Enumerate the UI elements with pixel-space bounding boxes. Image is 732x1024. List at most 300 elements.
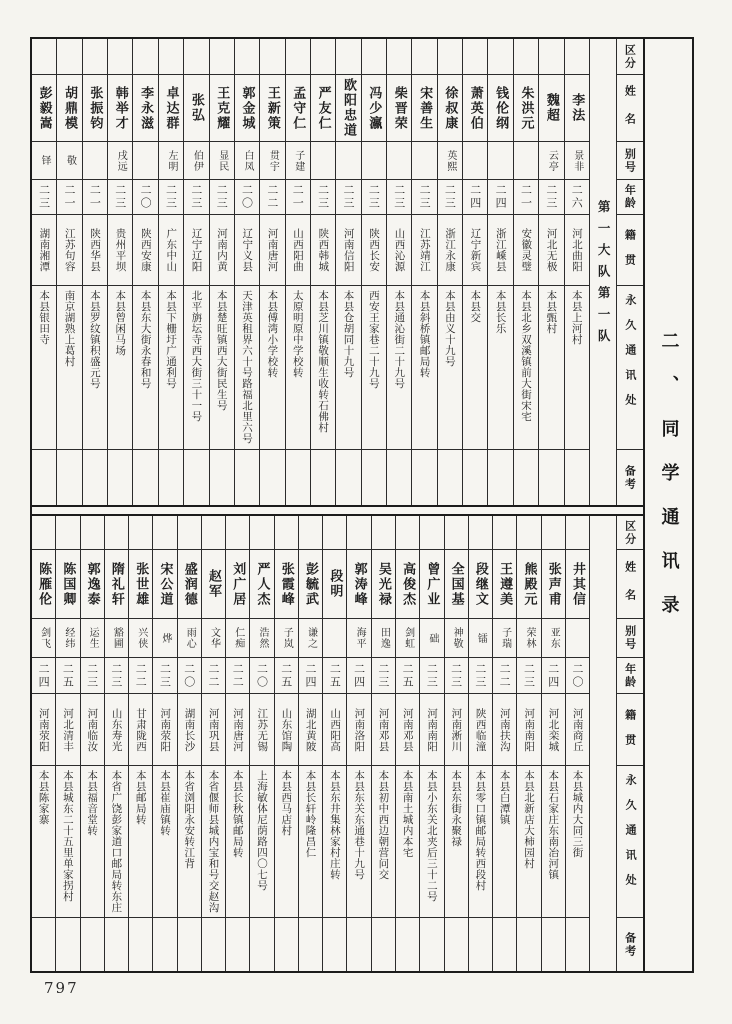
person-name: 张声甫	[545, 561, 561, 607]
native-place-cell	[226, 694, 249, 766]
person-alias: 仁痴	[232, 627, 244, 649]
person-alias: 镭	[475, 632, 487, 644]
person-address: 南京湖熟上葛村	[63, 290, 76, 367]
person-address: 本县福音堂转	[86, 770, 99, 836]
name-cell	[275, 550, 298, 619]
name-cell	[184, 75, 208, 142]
name-cell	[565, 75, 589, 142]
name-cell	[445, 550, 468, 619]
native-place-cell	[56, 694, 79, 766]
person-native-place: 江苏靖江	[418, 228, 431, 272]
alias-cell	[81, 619, 104, 658]
person-age: 二三	[189, 184, 203, 210]
alias-cell	[565, 142, 589, 180]
person-address: 本县崔庙镇转	[158, 770, 171, 836]
person-native-place: 浙江永康	[444, 228, 457, 272]
name-cell	[133, 75, 157, 142]
name-cell	[387, 75, 411, 142]
remarks-cell	[463, 450, 487, 505]
category-cell	[32, 39, 56, 75]
person-age: 二四	[37, 662, 51, 689]
native-place-cell	[202, 694, 225, 766]
person-age: 二〇	[255, 662, 269, 689]
person-address: 北平旃坛寺西大街三十一号	[190, 290, 203, 422]
person-alias: 敬	[64, 155, 76, 166]
category-cell	[83, 39, 107, 75]
age-cell	[32, 180, 56, 215]
person-alias: 亚东	[548, 627, 560, 649]
alias-cell	[387, 142, 411, 180]
page-frame	[30, 37, 694, 973]
category-cell	[286, 39, 310, 75]
address-cell	[275, 766, 298, 918]
native-place-cell	[153, 694, 176, 766]
category-cell	[184, 39, 208, 75]
alias-cell	[286, 142, 310, 180]
person-address: 本县长轩岭隆昌仁	[304, 770, 317, 858]
person-column	[336, 39, 361, 505]
person-age: 二四	[494, 184, 508, 210]
name-cell	[542, 550, 565, 619]
person-native-place: 安徽灵璧	[520, 228, 533, 272]
person-address: 本省广饶彭家道口邮局转东庄	[110, 770, 123, 913]
header-cell-alias: 别号	[617, 142, 643, 180]
person-native-place: 河南洛阳	[353, 707, 366, 752]
native-place-cell	[178, 694, 201, 766]
native-place-cell	[129, 694, 152, 766]
person-name: 萧英伯	[467, 85, 483, 131]
address-cell	[286, 286, 310, 450]
person-age: 二三	[544, 184, 558, 210]
person-address: 本省偃师县城内宝和号交赵沟	[207, 770, 220, 913]
person-alias: 贯宇	[267, 149, 279, 172]
person-alias: 剑飞	[38, 627, 50, 649]
category-cell	[323, 516, 346, 550]
person-address: 本县长乐	[494, 290, 507, 334]
age-cell	[542, 658, 565, 694]
native-place-cell	[250, 694, 273, 766]
name-cell	[336, 75, 360, 142]
person-age: 二〇	[139, 184, 153, 210]
address-cell	[372, 766, 395, 918]
category-cell	[412, 39, 436, 75]
name-cell	[250, 550, 273, 619]
name-cell	[260, 75, 284, 142]
person-age: 二一	[291, 184, 305, 210]
native-place-cell	[184, 215, 208, 286]
native-place-cell	[286, 215, 310, 286]
person-alias: 兴侠	[135, 627, 147, 649]
person-column	[133, 39, 158, 505]
age-cell	[396, 658, 419, 694]
person-age: 二五	[279, 662, 293, 689]
name-cell	[32, 550, 55, 619]
address-cell	[517, 766, 540, 918]
native-place-cell	[565, 215, 589, 286]
age-cell	[469, 658, 492, 694]
category-cell	[108, 39, 132, 75]
person-name: 李法	[569, 93, 585, 123]
name-cell	[514, 75, 538, 142]
category-cell	[81, 516, 104, 550]
remarks-cell	[286, 450, 310, 505]
address-cell	[412, 286, 436, 450]
person-native-place: 陕西长安	[368, 228, 381, 272]
person-address: 本县城东二十五里单家拐村	[61, 770, 74, 902]
person-name: 张霞峰	[278, 561, 294, 607]
person-address: 本县下栅圩广通利号	[164, 290, 177, 389]
name-cell	[129, 550, 152, 619]
person-native-place: 河北曲阳	[570, 228, 583, 272]
person-column	[105, 516, 129, 971]
person-alias: 运生	[87, 627, 99, 649]
alias-cell	[57, 142, 81, 180]
person-address: 本县陈家寨	[37, 770, 50, 825]
age-cell	[420, 658, 443, 694]
person-age: 二五	[61, 662, 75, 689]
name-cell	[539, 75, 563, 142]
person-address: 本县斜桥镇邮局转	[418, 290, 431, 378]
native-place-cell	[159, 215, 183, 286]
person-name: 韩举才	[112, 85, 128, 131]
person-age: 二四	[304, 662, 318, 689]
age-cell	[56, 658, 79, 694]
name-cell	[153, 550, 176, 619]
person-address: 本县由义十九号	[443, 290, 456, 367]
header-cell-native-place: 籍贯	[617, 215, 643, 286]
person-column	[56, 516, 80, 971]
remarks-cell	[250, 918, 273, 971]
person-age: 二三	[109, 662, 123, 689]
alias-cell	[372, 619, 395, 658]
native-place-cell	[210, 215, 234, 286]
alias-cell	[323, 619, 346, 658]
person-age: 二四	[546, 662, 560, 689]
address-cell	[463, 286, 487, 450]
person-name: 宋善生	[417, 85, 433, 131]
alias-cell	[445, 619, 468, 658]
remarks-cell	[445, 918, 468, 971]
alias-cell	[133, 142, 157, 180]
name-cell	[202, 550, 225, 619]
person-name: 全国基	[448, 561, 464, 607]
remarks-cell	[235, 450, 259, 505]
person-alias: 谦之	[305, 627, 317, 649]
address-cell	[32, 286, 56, 450]
person-name: 熊殿元	[521, 561, 537, 607]
person-address: 天津英租界六十号路福北里六号	[241, 290, 254, 444]
person-column	[57, 39, 82, 505]
native-place-cell	[81, 694, 104, 766]
category-cell	[129, 516, 152, 550]
person-native-place: 辽宁义县	[241, 228, 254, 272]
person-name: 柴晋荣	[391, 85, 407, 131]
person-age: 二二	[498, 662, 512, 689]
address-cell	[542, 766, 565, 918]
address-cell	[420, 766, 443, 918]
name-cell	[235, 75, 259, 142]
person-native-place: 山东馆陶	[280, 707, 293, 752]
age-cell	[286, 180, 310, 215]
person-address: 本县东大街永春和号	[139, 290, 152, 389]
alias-cell	[235, 142, 259, 180]
person-address: 本省浏阳永安转江背	[183, 770, 196, 869]
address-cell	[105, 766, 128, 918]
age-cell	[299, 658, 322, 694]
category-cell	[493, 516, 516, 550]
address-cell	[396, 766, 419, 918]
category-cell	[347, 516, 370, 550]
person-column	[517, 516, 541, 971]
person-address: 本县芝川镇敬顺生收转石佛村	[317, 290, 330, 433]
age-cell	[57, 180, 81, 215]
address-cell	[299, 766, 322, 918]
remarks-cell	[372, 918, 395, 971]
person-native-place: 陕西临潼	[474, 707, 487, 752]
name-cell	[286, 75, 310, 142]
person-name: 张世雄	[133, 561, 149, 607]
person-age: 二一	[519, 184, 533, 210]
person-alias: 景非	[571, 149, 583, 172]
person-age: 二二	[265, 184, 279, 210]
person-column	[438, 39, 463, 505]
remarks-cell	[488, 450, 512, 505]
person-native-place: 河南邓县	[401, 707, 414, 752]
person-column	[463, 39, 488, 505]
address-cell	[153, 766, 176, 918]
header-cell-address: 永久通讯处	[617, 286, 643, 450]
alias-cell	[56, 619, 79, 658]
person-address: 本县小东关北夹后三十二号	[425, 770, 438, 902]
age-cell	[517, 658, 540, 694]
address-cell	[311, 286, 335, 450]
category-cell	[178, 516, 201, 550]
name-cell	[81, 550, 104, 619]
category-cell	[133, 39, 157, 75]
alias-cell	[260, 142, 284, 180]
name-cell	[372, 550, 395, 619]
name-cell	[178, 550, 201, 619]
person-age: 二三	[418, 184, 432, 210]
remarks-cell	[153, 918, 176, 971]
remarks-cell	[105, 918, 128, 971]
name-cell	[56, 550, 79, 619]
alias-cell	[275, 619, 298, 658]
remarks-cell	[362, 450, 386, 505]
native-place-cell	[275, 694, 298, 766]
page-number: 797	[44, 979, 79, 997]
native-place-cell	[420, 694, 443, 766]
person-age: 二三	[37, 184, 51, 210]
age-cell	[260, 180, 284, 215]
native-place-cell	[396, 694, 419, 766]
unit-label: 第一大队第一队	[596, 199, 612, 351]
person-age: 二五	[328, 662, 342, 689]
native-place-cell	[235, 215, 259, 286]
person-native-place: 陕西韩城	[317, 228, 330, 272]
address-cell	[184, 286, 208, 450]
person-native-place: 湖北黄陂	[304, 707, 317, 752]
name-cell	[493, 550, 516, 619]
person-column	[539, 39, 564, 505]
person-native-place: 河南南阳	[426, 707, 439, 752]
name-cell	[362, 75, 386, 142]
category-cell	[438, 39, 462, 75]
person-native-place: 河南巩县	[207, 707, 220, 752]
alias-cell	[514, 142, 538, 180]
age-cell	[83, 180, 107, 215]
native-place-cell	[517, 694, 540, 766]
alias-cell	[396, 619, 419, 658]
native-place-cell	[260, 215, 284, 286]
alias-cell	[539, 142, 563, 180]
alias-cell	[153, 619, 176, 658]
person-age: 二二	[206, 662, 220, 689]
person-native-place: 河南荥阳	[159, 707, 172, 752]
person-column	[566, 516, 590, 971]
alias-cell	[336, 142, 360, 180]
person-address: 本县邮局转	[134, 770, 147, 825]
remarks-cell	[539, 450, 563, 505]
person-name: 彭毅嵩	[36, 85, 52, 131]
person-age: 二三	[392, 184, 406, 210]
remarks-cell	[226, 918, 249, 971]
person-address: 本县长秋镇邮局转	[231, 770, 244, 858]
table-divider	[32, 507, 643, 514]
native-place-cell	[336, 215, 360, 286]
person-age: 二一	[63, 184, 77, 210]
native-place-cell	[57, 215, 81, 286]
address-cell	[235, 286, 259, 450]
person-name: 胡鼎模	[62, 85, 78, 131]
person-address: 本县白潭镇	[498, 770, 511, 825]
category-cell	[463, 39, 487, 75]
person-name: 郭涛峰	[351, 561, 367, 607]
remarks-cell	[396, 918, 419, 971]
age-cell	[184, 180, 208, 215]
address-cell	[336, 286, 360, 450]
person-name: 王遵美	[497, 561, 513, 607]
category-cell	[32, 516, 55, 550]
person-column	[159, 39, 184, 505]
native-place-cell	[493, 694, 516, 766]
person-column	[32, 516, 56, 971]
person-native-place: 河北无极	[545, 228, 558, 272]
name-cell	[210, 75, 234, 142]
native-place-cell	[412, 215, 436, 286]
person-native-place: 山西阳曲	[292, 228, 305, 272]
header-cell-remarks: 备考	[623, 464, 637, 491]
alias-cell	[108, 142, 132, 180]
native-place-cell	[372, 694, 395, 766]
age-cell	[159, 180, 183, 215]
category-cell	[420, 516, 443, 550]
person-address: 本县零口镇邮局转西段村	[474, 770, 487, 891]
remarks-cell	[420, 918, 443, 971]
person-name: 魏超	[543, 93, 559, 123]
person-column	[387, 39, 412, 505]
remarks-cell	[565, 450, 589, 505]
person-address: 西安王家巷二十九号	[367, 290, 380, 389]
person-name: 郭金城	[239, 85, 255, 131]
person-native-place: 河南南阳	[523, 707, 536, 752]
age-cell	[445, 658, 468, 694]
person-column	[226, 516, 250, 971]
remarks-cell	[347, 918, 370, 971]
header-cell-category: 区分	[617, 516, 643, 550]
age-cell	[565, 180, 589, 215]
address-cell	[56, 766, 79, 918]
native-place-cell	[463, 215, 487, 286]
age-cell	[250, 658, 273, 694]
person-alias: 文华	[208, 627, 220, 649]
person-column	[286, 39, 311, 505]
address-cell	[565, 286, 589, 450]
person-name: 段明	[327, 569, 343, 599]
header-cell-name: 姓名	[617, 75, 643, 142]
header-cell-alias: 别号	[617, 619, 643, 658]
alias-cell	[129, 619, 152, 658]
person-age: 二〇	[570, 662, 584, 689]
person-age: 二〇	[182, 662, 196, 689]
name-cell	[347, 550, 370, 619]
person-native-place: 广东中山	[165, 228, 178, 272]
unit-cell	[590, 39, 617, 505]
person-alias: 戌远	[115, 149, 127, 172]
name-cell	[32, 75, 56, 142]
age-cell	[108, 180, 132, 215]
person-address: 本县傅湾小学校转	[266, 290, 279, 378]
name-cell	[566, 550, 589, 619]
person-native-place: 河北栾城	[547, 707, 560, 752]
category-cell	[153, 516, 176, 550]
person-address: 本县交	[469, 290, 482, 323]
age-cell	[463, 180, 487, 215]
person-column	[260, 39, 285, 505]
category-cell	[336, 39, 360, 75]
native-place-cell	[133, 215, 157, 286]
person-address: 本县楚旺镇西大街民生号	[215, 290, 228, 411]
age-cell	[323, 658, 346, 694]
remarks-cell	[56, 918, 79, 971]
age-cell	[210, 180, 234, 215]
remarks-cell	[514, 450, 538, 505]
person-native-place: 河北清丰	[62, 707, 75, 752]
person-address: 上海敏体尼荫路四〇七号	[256, 770, 269, 891]
category-cell	[105, 516, 128, 550]
person-name: 王新策	[264, 85, 280, 131]
alias-cell	[412, 142, 436, 180]
person-address: 本县通沁街二十九号	[393, 290, 406, 389]
age-cell	[133, 180, 157, 215]
native-place-cell	[299, 694, 322, 766]
category-cell	[372, 516, 395, 550]
native-place-cell	[108, 215, 132, 286]
person-column	[493, 516, 517, 971]
person-age: 二六	[570, 184, 584, 210]
table-team-1	[32, 39, 643, 507]
address-cell	[226, 766, 249, 918]
remarks-cell	[260, 450, 284, 505]
category-cell	[539, 39, 563, 75]
age-cell	[566, 658, 589, 694]
native-place-cell	[514, 215, 538, 286]
remarks-cell	[566, 918, 589, 971]
address-cell	[323, 766, 346, 918]
person-name: 张振钧	[87, 85, 103, 131]
person-name: 陈国卿	[60, 561, 76, 607]
person-name: 严友仁	[315, 85, 331, 131]
